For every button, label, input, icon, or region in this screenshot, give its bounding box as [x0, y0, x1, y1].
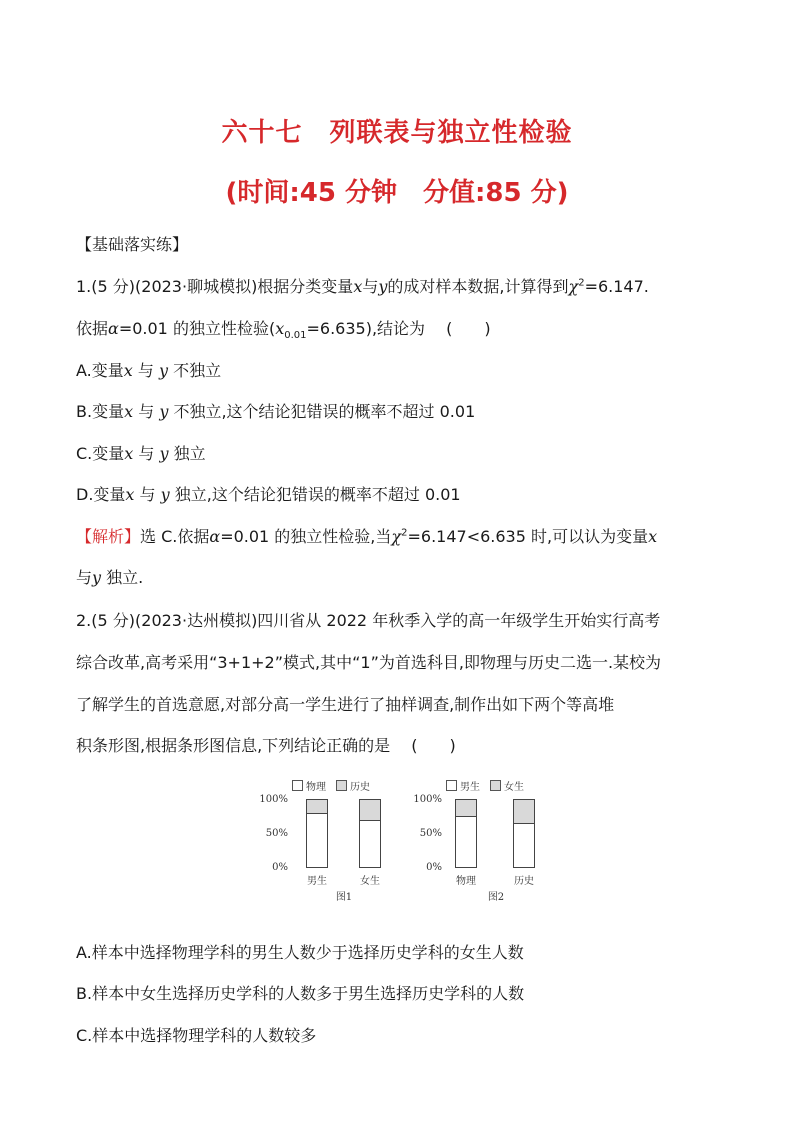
legend-label: 女生 [504, 782, 524, 793]
superscript: 2 [401, 527, 408, 539]
q1-text: =6.635),结论为 ( ) [306, 319, 491, 338]
x-tick-label: 女生 [360, 876, 380, 887]
y-tick-label: 50% [419, 828, 442, 839]
var-y: y [159, 361, 169, 380]
option-text: 与 [137, 361, 154, 380]
option-text: 不独立 [173, 361, 222, 380]
legend-swatch [446, 780, 457, 791]
chart-legend [446, 778, 524, 793]
q1-option-c[interactable] [76, 441, 206, 464]
q1-text: =0.01 的独立性检验( [118, 319, 276, 338]
superscript: 2 [578, 277, 585, 289]
q1-stem-line2 [76, 316, 491, 341]
x-tick-label: 历史 [514, 876, 534, 887]
section-heading [76, 232, 188, 255]
y-tick-label: 50% [265, 828, 288, 839]
var-y: y [92, 568, 102, 587]
legend-item [490, 778, 524, 793]
option-text: 独立,这个结论犯错误的概率不超过 0.01 [174, 485, 461, 504]
legend-swatch [490, 780, 501, 791]
option-text: B.变量 [76, 402, 125, 421]
chart-legend [292, 778, 370, 793]
var-x: x [124, 444, 134, 463]
var-x: x [648, 527, 658, 546]
q1-text: 依据 [76, 319, 109, 338]
q2-stem-line2: 综合改革,高考采用“3+1+2”模式,其中“1”为首选科目,即物理与历史二选一.某校为 [76, 653, 662, 672]
var-x: x [125, 485, 135, 504]
q1-option-d[interactable] [76, 482, 461, 505]
q1-text: 1.(5 分)(2023·聊城模拟)根据分类变量 [76, 277, 354, 296]
q1-analysis-line2 [76, 565, 143, 588]
legend-item [446, 778, 480, 793]
bar-segment-历史 [360, 800, 380, 821]
stacked-bar-chart-2 [410, 772, 560, 904]
q1-text: 的成对样本数据,计算得到 [387, 277, 569, 296]
var-alpha: α [108, 319, 119, 338]
analysis-text: 与 [76, 568, 93, 587]
var-x: x [124, 402, 134, 421]
analysis-text: 选 C.依据 [140, 527, 210, 546]
q2-stem-line1: 2.(5 分)(2023·达州模拟)四川省从 2022 年秋季入学的高一年级学生开始实行高考 [76, 611, 661, 630]
legend-label: 男生 [460, 782, 480, 793]
var-y: y [160, 485, 170, 504]
legend-swatch [292, 780, 303, 791]
stacked-bar-chart-1 [256, 772, 406, 904]
q1-text: =6.147. [584, 277, 649, 296]
var-x: x [123, 361, 133, 380]
var-alpha: α [209, 527, 221, 546]
bar-segment-女生 [456, 800, 476, 817]
figure-caption: 图1 [335, 892, 353, 903]
stacked-bar-1 [455, 799, 477, 868]
analysis-text: =0.01 的独立性检验,当 [220, 527, 392, 546]
option-text: 不独立,这个结论犯错误的概率不超过 0.01 [173, 402, 476, 421]
var-x: x [275, 319, 285, 338]
option-text: 与 [139, 485, 156, 504]
analysis-label: 【解析】 [76, 527, 141, 546]
legend-item [292, 778, 326, 793]
page-subtitle: (时间:45 分钟 分值:85 分) [225, 178, 569, 208]
legend-label: 物理 [306, 782, 326, 793]
q1-option-a[interactable] [76, 358, 221, 381]
x-tick-label: 物理 [456, 876, 476, 887]
q2-option-c[interactable]: C.样本中选择物理学科的人数较多 [76, 1026, 317, 1045]
q1-analysis-line1 [76, 524, 657, 547]
y-tick-label: 0% [272, 862, 288, 873]
option-text: 与 [138, 402, 155, 421]
var-x: x [353, 277, 363, 296]
option-text: C.变量 [76, 444, 125, 463]
subscript: 0.01 [284, 330, 307, 342]
q2-option-a[interactable]: A.样本中选择物理学科的男生人数少于选择历史学科的女生人数 [76, 943, 524, 962]
option-text: 与 [138, 444, 155, 463]
legend-label: 历史 [350, 782, 370, 793]
q2-stem-line3: 了解学生的首选意愿,对部分高一学生进行了抽样调查,制作出如下两个等高堆 [76, 695, 615, 714]
figure-caption: 图2 [487, 892, 505, 903]
legend-item [336, 778, 370, 793]
analysis-text: 独立. [106, 568, 144, 587]
var-chi: χ [391, 527, 402, 546]
x-tick-label: 男生 [307, 876, 327, 887]
q2-option-b[interactable]: B.样本中女生选择历史学科的人数多于男生选择历史学科的人数 [76, 984, 525, 1003]
analysis-text: =6.147<6.635 时,可以认为变量 [407, 527, 649, 546]
stacked-bar-1 [306, 799, 328, 868]
var-chi: χ [568, 277, 579, 296]
option-text: 独立 [173, 444, 206, 463]
q1-stem-line1 [76, 274, 649, 297]
q2-stem-line4: 积条形图,根据条形图信息,下列结论正确的是 ( ) [76, 736, 456, 755]
var-y: y [159, 402, 169, 421]
y-tick-label: 0% [426, 862, 442, 873]
stacked-bar-2 [513, 799, 535, 868]
bar-segment-女生 [514, 800, 534, 824]
var-y: y [378, 277, 388, 296]
section-label: 【基础落实练】 [76, 235, 189, 254]
legend-swatch [336, 780, 347, 791]
bar-segment-历史 [307, 800, 327, 814]
option-text: D.变量 [76, 485, 126, 504]
q1-text: 与 [362, 277, 379, 296]
stacked-bar-2 [359, 799, 381, 868]
option-text: A.变量 [76, 361, 124, 380]
y-tick-label: 100% [259, 794, 288, 805]
var-y: y [159, 444, 169, 463]
y-tick-label: 100% [413, 794, 442, 805]
q1-option-b[interactable] [76, 399, 475, 422]
page-title: 六十七 列联表与独立性检验 [221, 118, 573, 148]
